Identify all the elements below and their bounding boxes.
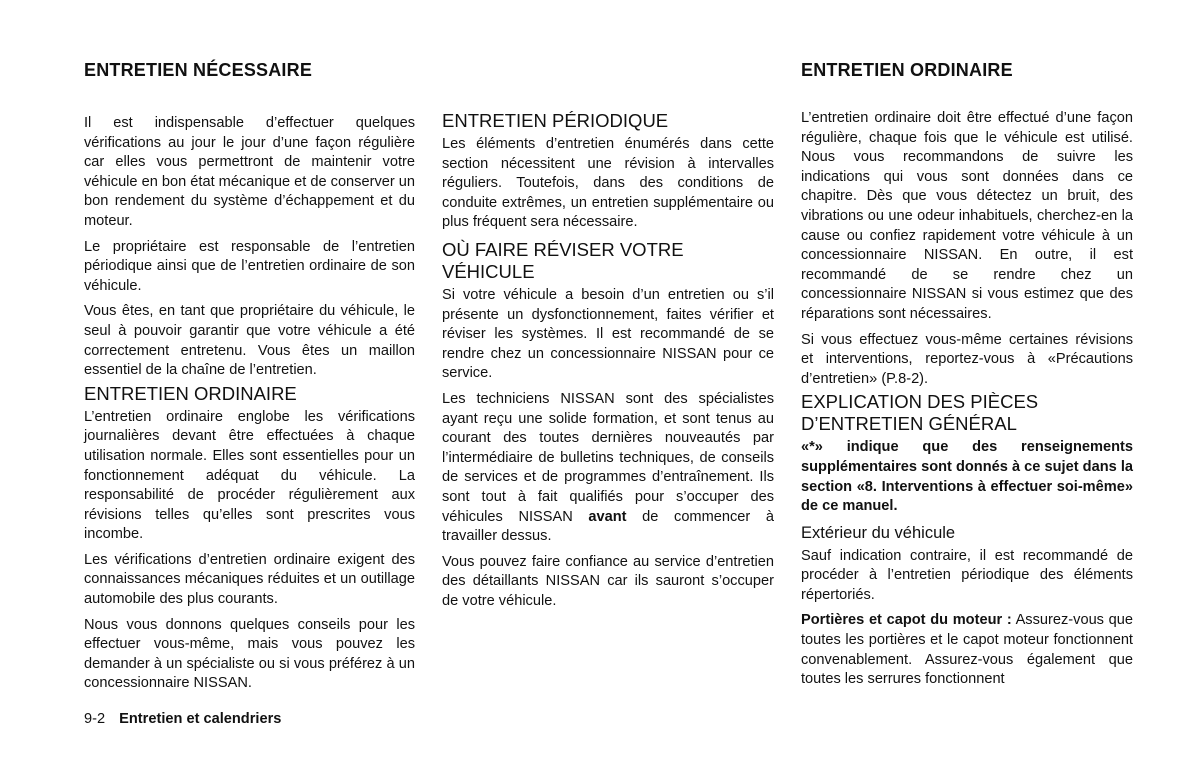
subheading-exterieur-du-vehicule: Extérieur du véhicule <box>801 523 956 542</box>
column-left-body <box>84 114 415 700</box>
paragraph-text: Assurez-vous que toutes les portières et le capot moteur fonctionnent convenablement. Assurez-vous également que toutes les serrures fonctionnent <box>801 612 1134 688</box>
section-heading-entretien-ordinaire: ENTRETIEN ORDINAIRE <box>801 60 1013 80</box>
paragraph <box>801 611 1133 689</box>
paragraph: L’entretien ordinaire doit être effectué d’une façon régulière, chaque fois que le véhicule est utilisé. Nous vous recommandons de suivre les indications qui vous sont données dans ce chapitre. Dès que vous détectez un bruit, des vibrations ou une odeur inhabituels, cherchez-en la cause ou confiez rapidement votre véhicule à un concessionnaire NISSAN. En outre, il est recommandé de se rendre chez un concessionnaire NISSAN si vous estimez que des réparations sont nécessaires. <box>801 110 1133 322</box>
paragraph: Il est indispensable d’effectuer quelques vérifications au jour le jour d’une façon régulière car elles vous permettront de maintenir votre véhicule en bon état mécanique et de conserver un bon rendement du système d’échappement et du moteur. <box>84 115 416 229</box>
paragraph: Vous pouvez faire confiance au service d’entretien des détaillants NISSAN car ils sauront s’occuper de votre véhicule. <box>442 553 774 609</box>
emphasis-avant: avant <box>588 508 627 525</box>
paragraph <box>442 390 774 547</box>
paragraph: Nous vous donnons quelques conseils pour les effectuer vous-même, mais vous pouvez les demander à un spécialiste ou si vous préférez à un concessionnaire NISSAN. <box>84 616 415 692</box>
paragraph: Vous êtes, en tant que propriétaire du véhicule, le seul à pouvoir garantir que votre véhicule a été correctement entretenu. Vous êtes un maillon essentiel de la chaîne de l’entretien. <box>84 303 415 379</box>
note-bold: «*» indique que des renseignements supplémentaires sont donnés à ce sujet dans la section «8. Interventions à effectuer soi-même» de ce manuel. <box>801 439 1133 515</box>
term-portieres-capot: Portières et capot du moteur : <box>801 612 1012 629</box>
column-right-body <box>801 109 1133 696</box>
paragraph-text: de commencer à travailler dessus. <box>442 508 774 545</box>
paragraph: Si votre véhicule a besoin d’un entretien ou s’il présente un dysfonctionnement, faites vérifier et réviser les systèmes. Il est recommandé de se rendre chez un concessionnaire NISSAN pour ce service. <box>442 286 774 382</box>
column-middle-body <box>442 110 774 617</box>
paragraph: L’entretien ordinaire englobe les vérifications journalières devant être effectuées à chaque utilisation normale. Elles sont essentielles pour un fonctionnement adéquat du véhicule. La responsabilité de procéder régulièrement aux révisions telles qu’elles sont prescrites vous incombe. <box>84 408 415 543</box>
paragraph: Si vous effectuez vous-même certaines révisions et interventions, reportez-vous à «Précautions d’entretien» (P.8-2). <box>801 331 1133 387</box>
subheading-ou-faire-reviser: OÙ FAIRE RÉVISER VOTRE VÉHICULE <box>442 238 684 282</box>
paragraph: Sauf indication contraire, il est recommandé de procéder à l’entretien périodique des éléments répertoriés. <box>801 547 1133 603</box>
subheading-entretien-ordinaire: ENTRETIEN ORDINAIRE <box>84 382 297 404</box>
page-footer <box>84 709 281 729</box>
paragraph: Le propriétaire est responsable de l’entretien périodique ainsi que de l’entretien ordinaire de son véhicule. <box>84 238 415 294</box>
paragraph: Les vérifications d’entretien ordinaire exigent des connaissances mécaniques réduites et un outillage automobile des plus courants. <box>84 551 415 608</box>
paragraph-text: Les techniciens NISSAN sont des spécialistes ayant reçu une solide formation, et sont tenus au courant des toutes dernières nouveautés par l’intermédiaire de bulletins techniques, de conseils de services et de programmes d’entraînement. Ils sont tout à fait qualifiés pour s’occuper des véhicules NISSAN <box>442 390 774 525</box>
section-heading-entretien-necessaire: ENTRETIEN NÉCESSAIRE <box>84 60 313 80</box>
page-number: 9-2 <box>84 711 106 727</box>
footer-chapter-title: Entretien et calendriers <box>119 711 282 727</box>
subheading-explication-des-pieces: EXPLICATION DES PIÈCES D’ENTRETIEN GÉNÉRAL <box>801 391 1039 435</box>
subheading-entretien-periodique: ENTRETIEN PÉRIODIQUE <box>442 110 669 131</box>
paragraph: Les éléments d’entretien énumérés dans cette section nécessitent une révision à intervalles réguliers. Toutefois, dans des conditions de conduite extrêmes, un entretien supplémentaire ou plus fréquent sera nécessaire. <box>442 136 774 231</box>
